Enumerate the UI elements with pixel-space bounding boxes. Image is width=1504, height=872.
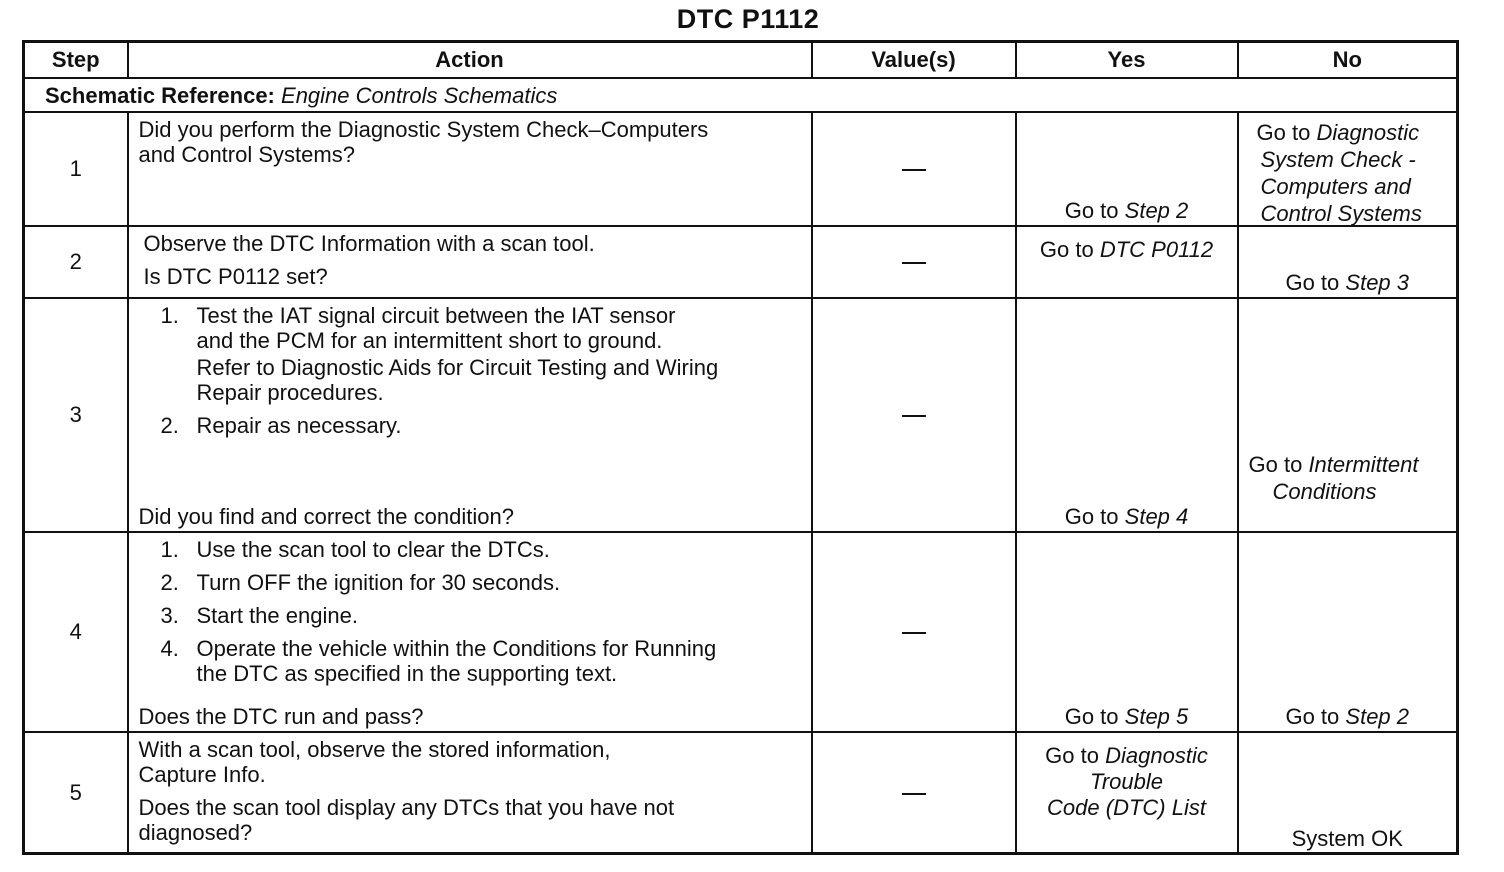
no-cell xyxy=(1238,532,1458,732)
action-line: and the PCM for an intermittent short to ground. xyxy=(196,327,663,353)
action-step-list xyxy=(139,537,803,686)
yes-cell xyxy=(1016,226,1238,298)
dash-mark xyxy=(902,415,926,417)
step-number: 1 xyxy=(24,112,128,226)
list-number: 3. xyxy=(160,602,179,628)
header-step: Step xyxy=(24,42,128,78)
no-link[interactable]: Intermittent xyxy=(1308,451,1419,477)
yes-prefix: Go to xyxy=(1064,703,1119,729)
action-line: Did you perform the Diagnostic System Check–Computers xyxy=(138,116,709,142)
action-line: Is DTC P0112 set? xyxy=(143,263,328,289)
yes-prefix: Go to xyxy=(1064,197,1119,223)
table-row xyxy=(24,532,1458,732)
step-number: 4 xyxy=(24,532,128,732)
value-cell xyxy=(812,112,1016,226)
no-cell xyxy=(1238,112,1458,226)
header-values: Value(s) xyxy=(812,42,1016,78)
list-item xyxy=(139,603,803,628)
dash-mark xyxy=(902,169,926,171)
action-line: Start the engine. xyxy=(196,602,358,628)
yes-cell xyxy=(1016,732,1238,854)
no-prefix: Go to xyxy=(1256,119,1311,145)
no-link[interactable]: System Check - xyxy=(1260,146,1416,172)
action-cell xyxy=(128,532,812,732)
list-number: 2. xyxy=(160,412,179,438)
no-link[interactable]: Step 3 xyxy=(1345,269,1410,295)
no-link[interactable]: Control Systems xyxy=(1260,200,1422,226)
table-row xyxy=(24,732,1458,854)
header-action: Action xyxy=(128,42,812,78)
action-cell xyxy=(128,112,812,226)
diagnostic-table xyxy=(22,40,1459,855)
action-line: With a scan tool, observe the stored information, xyxy=(138,736,611,762)
yes-cell xyxy=(1016,532,1238,732)
table-row xyxy=(24,298,1458,532)
list-item xyxy=(139,413,803,438)
schematic-reference xyxy=(24,78,1458,112)
yes-cell xyxy=(1016,112,1238,226)
step-number: 2 xyxy=(24,226,128,298)
yes-link[interactable]: Step 5 xyxy=(1124,703,1189,729)
no-text: System OK xyxy=(1291,825,1403,851)
list-item xyxy=(139,303,803,405)
value-cell xyxy=(812,226,1016,298)
action-line: Capture Info. xyxy=(138,761,266,787)
list-number: 2. xyxy=(160,569,179,595)
yes-link[interactable]: Step 2 xyxy=(1124,197,1189,223)
step-number: 3 xyxy=(24,298,128,532)
no-link[interactable]: Conditions xyxy=(1272,478,1377,504)
action-question: diagnosed? xyxy=(138,819,253,845)
dash-mark xyxy=(902,632,926,634)
no-prefix: Go to xyxy=(1248,451,1303,477)
action-question: Does the DTC run and pass? xyxy=(138,703,424,729)
value-cell xyxy=(812,532,1016,732)
header-no: No xyxy=(1238,42,1458,78)
action-question: Does the scan tool display any DTCs that you have not xyxy=(138,794,675,820)
list-item xyxy=(139,636,803,686)
step-number: 5 xyxy=(24,732,128,854)
action-line: Observe the DTC Information with a scan tool. xyxy=(143,230,595,256)
yes-prefix: Go to xyxy=(1039,236,1094,262)
list-item xyxy=(139,570,803,595)
yes-link[interactable]: DTC P0112 xyxy=(1099,236,1214,262)
action-cell xyxy=(128,226,812,298)
action-step-list xyxy=(139,303,803,438)
action-subline: Refer to Diagnostic Aids for Circuit Testing and Wiring xyxy=(196,354,719,380)
no-link[interactable]: Computers and xyxy=(1260,173,1411,199)
yes-link[interactable]: Code (DTC) List xyxy=(1047,794,1206,820)
no-link[interactable]: Diagnostic xyxy=(1316,119,1420,145)
no-prefix: Go to xyxy=(1285,703,1340,729)
action-line: the DTC as specified in the supporting text. xyxy=(196,660,618,686)
yes-link[interactable]: Step 4 xyxy=(1124,503,1189,529)
action-line: Turn OFF the ignition for 30 seconds. xyxy=(196,569,561,595)
action-question: Did you find and correct the condition? xyxy=(138,503,514,529)
list-number: 1. xyxy=(160,302,179,328)
schematic-label: Schematic Reference: xyxy=(45,83,275,108)
dash-mark xyxy=(902,262,926,264)
yes-prefix: Go to xyxy=(1045,742,1099,768)
action-cell xyxy=(128,298,812,532)
page-title: DTC P1112 xyxy=(676,4,820,34)
no-cell xyxy=(1238,732,1458,854)
action-line: Use the scan tool to clear the DTCs. xyxy=(196,536,550,562)
no-cell xyxy=(1238,226,1458,298)
header-row xyxy=(24,42,1458,78)
action-subline: Repair procedures. xyxy=(196,379,384,405)
table-row xyxy=(24,112,1458,226)
value-cell xyxy=(812,732,1016,854)
yes-link[interactable]: Trouble xyxy=(1090,768,1163,794)
no-prefix: Go to xyxy=(1285,269,1340,295)
action-line: and Control Systems? xyxy=(138,141,355,167)
yes-prefix: Go to xyxy=(1064,503,1119,529)
dash-mark xyxy=(902,793,926,795)
schematic-link[interactable]: Engine Controls Schematics xyxy=(281,83,558,108)
action-cell xyxy=(128,732,812,854)
no-cell xyxy=(1238,298,1458,532)
yes-cell xyxy=(1016,298,1238,532)
action-line: Operate the vehicle within the Conditions for Running xyxy=(196,635,717,661)
schematic-row xyxy=(24,78,1458,112)
table-row xyxy=(24,226,1458,298)
no-link[interactable]: Step 2 xyxy=(1345,703,1410,729)
action-line: Repair as necessary. xyxy=(196,412,402,438)
header-yes: Yes xyxy=(1016,42,1238,78)
list-number: 4. xyxy=(160,635,179,661)
yes-link[interactable]: Diagnostic xyxy=(1105,742,1208,768)
action-line: Test the IAT signal circuit between the IAT sensor xyxy=(196,302,676,328)
value-cell xyxy=(812,298,1016,532)
list-item xyxy=(139,537,803,562)
list-number: 1. xyxy=(160,536,179,562)
